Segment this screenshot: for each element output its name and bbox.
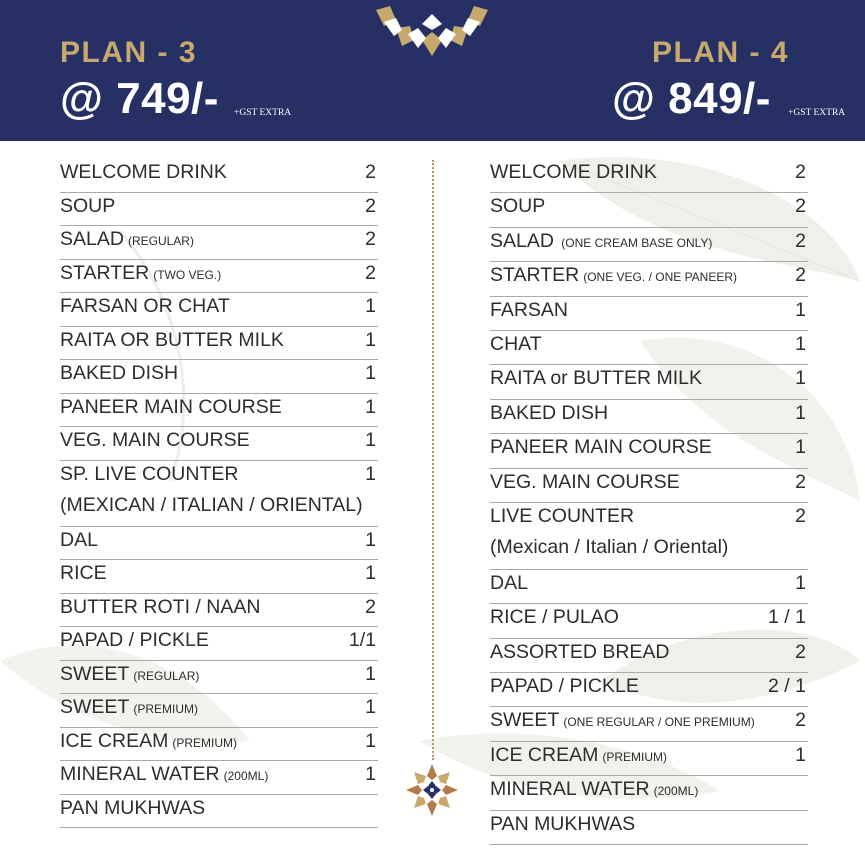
menu-item-name [60,629,209,652]
menu-item-note: (REGULAR) [133,668,200,683]
menu-item-quantity: 2 [795,229,806,252]
menu-item [490,570,808,604]
menu-item-label: SP. LIVE COUNTER [60,462,239,485]
plan3-title: PLAN - 3 [60,36,198,69]
menu-item-quantity: 2 [795,709,806,732]
menu-item-quantity: 1 [365,395,376,418]
menu-item-name [60,195,115,218]
menu-item-name [490,367,702,390]
menu-item-name [490,675,639,698]
menu-item [490,297,808,331]
menu-item-quantity: 1 [365,696,376,718]
menu-item [60,293,378,327]
menu-item-note: (PREMIUM) [172,735,238,750]
plan4-price: @ 849/- [612,74,771,123]
header-banner [0,0,865,141]
menu-item-label: PAPAD / PICKLE [60,629,209,651]
menu-item-label: ICE CREAM [60,729,169,752]
menu-item-label: LIVE COUNTER [490,504,635,527]
menu-item-name [490,505,634,528]
menu-item [490,331,808,365]
menu-item-label: SOUP [490,195,546,218]
menu-item [490,228,808,262]
menu-item-label: DAL [60,528,98,551]
plan4-menu-list [490,159,808,845]
menu-item-label: FARSAN OR CHAT [60,295,230,317]
menu-item [490,776,808,810]
menu-item [490,193,808,227]
menu-item-label: BAKED DISH [60,362,179,384]
menu-item [490,811,808,845]
menu-item-name [490,402,608,425]
menu-item [60,728,378,762]
menu-item [60,627,378,661]
menu-item-label: RICE [60,562,107,584]
menu-item [490,262,808,296]
menu-item [490,639,808,673]
menu-item-name [490,161,657,184]
menu-item-quantity: 1 [365,528,376,551]
menu-item-name [490,744,667,767]
menu-item-label: PAN MUKHWAS [60,796,206,819]
menu-item [60,527,378,561]
menu-item-quantity: 2 [795,504,806,527]
menu-item-quantity: 1 [795,401,806,424]
menu-item [490,604,808,638]
menu-item-quantity: 2 [795,470,806,493]
menu-item [60,594,378,628]
menu-item-name [490,606,619,629]
menu-item-name [490,572,528,595]
menu-item-quantity: 1 [365,763,376,785]
menu-item-name [60,463,238,486]
menu-item-name [490,641,670,664]
menu-item-quantity: 2 [365,228,376,250]
menu-item-label: VEG. MAIN COURSE [490,470,680,493]
menu-item-label: RICE / PULAO [490,606,619,629]
menu-item [490,434,808,468]
menu-item-label: PANEER MAIN COURSE [60,395,282,418]
menu-item-note: (TWO VEG.) [153,267,222,282]
menu-item-name [60,295,230,318]
menu-item-label: VEG. MAIN COURSE [60,429,250,451]
menu-item-quantity: 1 [795,743,806,766]
center-dotted-divider [432,160,434,760]
menu-item-label: PAPAD / PICKLE [490,675,639,698]
menu-item [60,694,378,728]
menu-item-quantity: 1 [795,436,806,459]
menu-item-label: SWEET [490,709,560,732]
menu-item-note: (ONE VEG. / ONE PANEER) [583,270,738,285]
menu-item-name [60,329,284,352]
menu-item-name [490,230,712,253]
menu-item-label: ASSORTED BREAD [490,640,670,663]
menu-item-label: RAITA or BUTTER MILK [490,367,703,390]
menu-item-quantity: 1/1 [348,629,376,651]
menu-item [60,427,378,461]
menu-item [60,226,378,260]
menu-item-name [490,778,698,801]
menu-item [60,761,378,795]
menu-item [490,400,808,434]
menu-item [490,707,808,741]
menu-item-quantity: 1 [365,295,376,317]
menu-item [60,260,378,294]
menu-item-name [60,161,227,184]
menu-item-name [490,709,755,732]
menu-item-label: MINERAL WATER [490,778,650,801]
menu-item-name [60,529,98,552]
menu-item-quantity: 1 [365,362,376,384]
menu-item-name [490,195,545,218]
menu-item-quantity: 2 [795,264,806,287]
menu-item-label: BAKED DISH [490,401,609,424]
menu-item [490,159,808,193]
menu-item-quantity: 1 [365,462,376,485]
menu-item-note: (200ML) [223,769,269,783]
menu-item-label: PAN MUKHWAS [490,812,636,835]
menu-item-label: FARSAN [490,298,569,321]
menu-item-label: SALAD [60,228,124,250]
menu-item-name [60,362,178,385]
menu-item [60,661,378,695]
menu-item [490,673,808,707]
menu-item-note: (PREMIUM) [602,749,668,764]
menu-item-quantity: 1 [365,562,376,584]
menu-item [60,461,378,527]
menu-item-name [60,797,205,820]
menu-item-quantity: 1 / 1 [768,606,806,629]
menu-item-name [490,436,712,459]
menu-item [60,159,378,193]
menu-item [490,503,808,570]
menu-item-quantity: 1 [795,367,806,390]
menu-item-quantity: 2 [795,161,806,183]
menu-item-note: (REGULAR) [127,234,194,248]
menu-item [490,742,808,776]
menu-item-note: (ONE CREAM BASE ONLY) [557,235,713,250]
menu-item-name [60,696,198,719]
menu-item [490,469,808,503]
menu-item-label: BUTTER ROTI / NAAN [60,595,261,618]
menu-item-label: WELCOME DRINK [60,161,227,183]
menu-item [60,795,378,829]
menu-item [60,327,378,361]
plan3-price: @ 749/- [60,74,219,123]
menu-item-name [60,228,194,251]
plan4-title: PLAN - 4 [652,36,790,69]
menu-item-label: PANEER MAIN COURSE [490,436,712,459]
menu-item-quantity: 2 [795,195,806,218]
menu-item-quantity: 1 [365,328,376,351]
menu-item-quantity: 1 [365,729,376,752]
menu-item-name [60,763,268,786]
menu-item-subtext: (MEXICAN / ITALIAN / ORIENTAL) [60,493,363,516]
menu-item-quantity: 2 [365,161,376,183]
menu-item-quantity: 1 [795,332,806,355]
menu-item-name [60,429,250,452]
menu-item-quantity: 2 / 1 [768,675,806,698]
menu-item [60,360,378,394]
menu-item-label: ICE CREAM [490,743,599,766]
menu-item-name [490,299,568,322]
menu-item-quantity: 2 [795,640,806,663]
menu-item-name [490,471,680,494]
plan4-gst-note: +GST EXTRA [788,108,846,118]
menu-item-label: RAITA OR BUTTER MILK [60,328,284,351]
menu-item-quantity: 1 [365,662,376,685]
menu-item-name [60,730,237,753]
menu-item-label: MINERAL WATER [60,763,220,785]
menu-item-label: SWEET [60,662,130,685]
menu-item-note: (200ML) [653,784,699,799]
mandala-ornament-top-icon [366,0,498,66]
plan3-gst-note: +GST EXTRA [234,108,292,118]
menu-item [490,365,808,399]
menu-item-label: WELCOME DRINK [490,161,657,183]
menu-item-quantity: 2 [365,261,376,284]
menu-item-name [60,596,260,619]
menu-item-label: SALAD [490,229,554,252]
menu-item-name [60,562,107,585]
plan3-menu-list [60,159,378,828]
mandala-ornament-bottom-icon [404,762,460,818]
menu-item [60,193,378,227]
menu-item [60,394,378,428]
menu-item-quantity: 2 [365,194,376,217]
menu-item-note: (ONE REGULAR / ONE PREMIUM) [563,715,755,730]
menu-item-quantity: 1 [795,571,806,594]
menu-item-name [60,262,221,285]
menu-item-name [60,663,199,686]
menu-item-name [490,333,542,356]
menu-item-name [490,813,635,836]
menu-item-label: STARTER [60,261,150,284]
menu-item-label: SWEET [60,696,130,718]
menu-item-name [60,396,282,419]
menu-item [60,560,378,594]
menu-item-label: SOUP [60,194,116,217]
menu-item-quantity: 1 [795,298,806,321]
menu-item-subtext: (Mexican / Italian / Oriental) [490,535,729,558]
menu-item-label: STARTER [490,264,580,287]
menu-item-quantity: 1 [365,429,376,451]
menu-item-name [490,264,737,287]
menu-item-label: DAL [490,571,528,594]
menu-item-note: (PREMIUM) [133,702,199,716]
menu-item-label: CHAT [490,332,542,355]
menu-item-quantity: 2 [365,595,376,618]
